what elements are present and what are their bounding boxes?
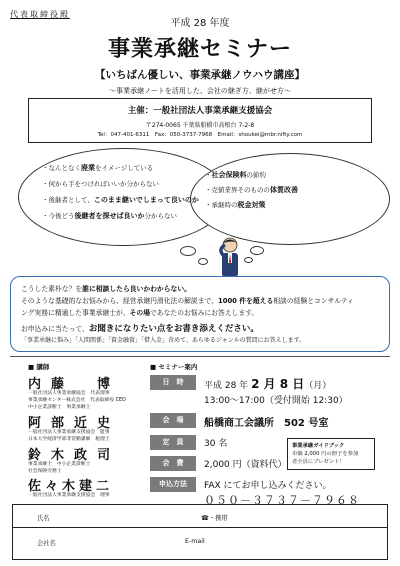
consultation-info-text: こうした素朴な？を誰に相談したら良いかわからない。 そのような基礎的なお悩みから、経営承継円滑化法の解説まで、1000 件を超える相談の経験とコンサルティ ング実務に精通した事業承継士が、その場であなたのお悩みにお答えします。 お申込みに当たって、お聞きになりたい点をお書き添えください。 「事業承継に悩み」「人間関係」「資金融資」「借入金」含めて、あらゆるジャンルの質問にお答えします。 — [21, 285, 354, 344]
concern-item: ・社会保険料の節約 — [205, 171, 266, 179]
concern-item: ・なんとなく廃業をイメージしている — [42, 164, 154, 172]
thought-bubble — [244, 257, 253, 263]
form-divider — [13, 527, 387, 528]
thought-bubble — [198, 258, 208, 265]
seminar-fee: 2,000 円（資料代） — [204, 460, 287, 470]
event-year: 平成 28 年度 — [170, 18, 230, 29]
apply-method: FAX にてお申し込みください。 — [204, 481, 332, 491]
consultation-info-box — [10, 276, 390, 352]
lecturer-affiliation: 一般社団法人事業承継協会 代表理事 事業承継センター株式会社 代表取締役 CEO 中小企業診断士 事業承継士 — [28, 391, 126, 410]
seminar-capacity: 30 名 — [204, 439, 228, 449]
thought-bubble — [250, 246, 264, 255]
fax-number: ０５０－３７３７－７９６８ — [204, 494, 360, 507]
capacity-label: 定 員 — [150, 435, 196, 450]
seminar-time: 13:00～17:00（受付開始 12:30） — [204, 396, 348, 406]
seminar-venue: 船橋商工会議所 502 号室 — [204, 418, 329, 429]
seminar-date: 平成 28 年 2 月 8 日（月） — [204, 377, 332, 391]
lecturer-name: 佐々木建二 — [28, 479, 114, 494]
concern-item: ・何から手をつければいいか分からない — [42, 180, 159, 188]
page-title: 事業承継セミナー — [107, 37, 292, 62]
lecturer-name: 阿部近史 — [28, 416, 121, 431]
tagline: ～事業承継ノートを活用した、会社の継ぎ方、継がせ方～ — [109, 87, 291, 95]
lecturer-name: 鈴木政司 — [28, 448, 121, 463]
seminar-heading: ■ セミナー案内 — [150, 363, 198, 371]
name-field-label: 氏名 — [37, 515, 50, 522]
thought-bubble — [180, 246, 196, 256]
venue-label: 会 場 — [150, 413, 196, 428]
concern-item: ・今後どう後継者を探せば良いか分からない — [42, 212, 177, 220]
concern-item: ・後継者として、このまま継いでしまって良いのか — [42, 196, 199, 204]
organizer-address: 〒274-0065 千葉県船橋市高根台 7-2-8 — [145, 122, 255, 129]
lecturer-name: 内藤 博 — [28, 377, 121, 392]
organizer-contact: Tel：047-401-6311 Fax：050-3737-7968 Email：shoukei@mbr.nifty.com — [97, 132, 303, 138]
audience-label: 代表取締役殿 — [10, 10, 70, 19]
lecturer-affiliation: 一般社団法人事業承継支援協会 監事 日本大学経済学部非常勤講師 税理士 — [28, 430, 110, 442]
organizer-box — [28, 98, 372, 143]
date-label: 日 時 — [150, 375, 196, 390]
fee-label: 会 費 — [150, 456, 196, 471]
apply-method-label: 申込方法 — [150, 477, 196, 492]
lecturers-heading: ■ 講師 — [28, 363, 50, 371]
organizer-name: 主催：一般社団法人事業承継支援協会 — [127, 106, 273, 116]
concern-item: ・売値業界そのものの体質改善 — [205, 186, 298, 194]
concerns-right-list — [205, 168, 298, 213]
section-divider — [10, 356, 390, 357]
application-form — [12, 504, 388, 560]
phone-field-label: ☎・携帯 — [201, 515, 228, 522]
email-field-label: E-mail — [185, 538, 205, 545]
concerns-left-list — [42, 160, 199, 224]
subtitle: 【いちばん優しい、事業承継ノウハウ講座】 — [95, 69, 305, 81]
guidebook-gift-box: 事業承継ガイドブック 市価 2,000 円の冊子を参加 者全員にプレゼント！ — [287, 438, 375, 470]
concern-item: ・承継時の税金対策 — [205, 201, 266, 209]
company-field-label: 会社名 — [37, 540, 56, 547]
lecturer-affiliation: 一般社団法人事業承継支援協会 理事 — [28, 493, 110, 498]
lecturer-affiliation: 事業承継士 中小企業診断士 社会保険労務士 — [28, 462, 91, 474]
